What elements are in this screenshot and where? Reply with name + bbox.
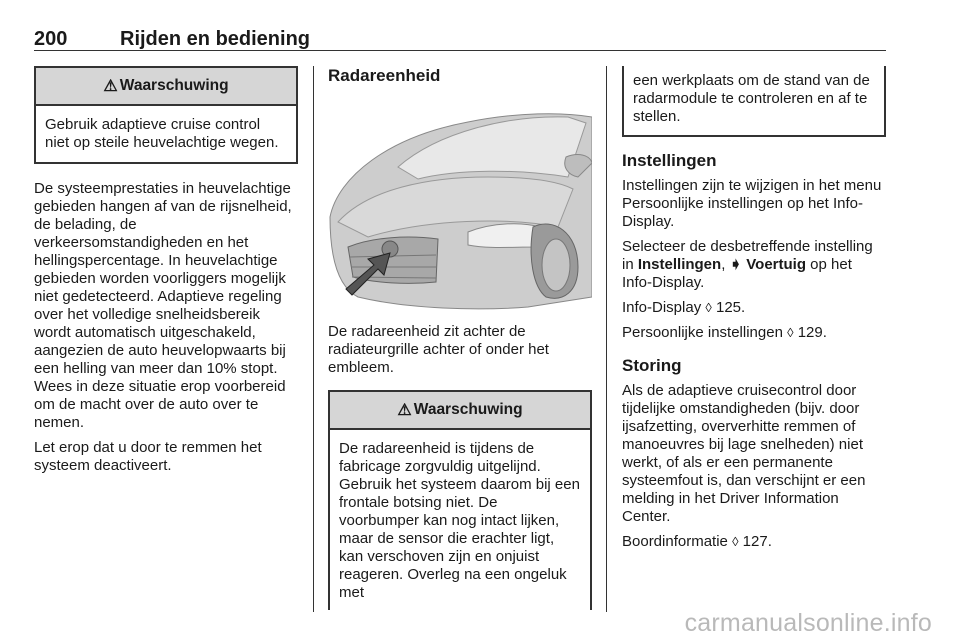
column-2 [328, 66, 592, 610]
page-ref-icon: ◊ [732, 534, 739, 549]
body-paragraph: De radareenheid zit achter de radiateurgrille achter of onder het embleem. [328, 323, 549, 376]
warning-box-continued [622, 66, 886, 137]
ref-page: 127. [742, 533, 772, 550]
section-title: Rijden en bediening [120, 28, 311, 50]
menu-label: Instellingen [637, 256, 722, 273]
body-paragraph: Instellingen zijn te wijzigen in het menu Persoonlijke instellingen op het Info-Display. [622, 177, 882, 230]
menu-arrow-icon: ➧ [729, 256, 743, 273]
warning-text: Gebruik adaptieve cruise control niet op steile heuvelachtige wegen. [45, 116, 279, 151]
warning-box [34, 66, 298, 164]
section-heading: Storing [622, 356, 682, 375]
column-1 [34, 66, 298, 475]
body-paragraph: Let erop dat u door te remmen het systeem deactiveert. [34, 439, 262, 474]
car-front-radar-illustration [328, 97, 592, 313]
cross-reference [622, 299, 886, 317]
warning-text: een werkplaats om de stand van de radarmodule te controleren en af te stellen. [633, 72, 870, 125]
ref-label: Info-Display [622, 299, 702, 316]
warning-header [36, 68, 296, 106]
warning-title: Waarschuwing [413, 401, 523, 418]
body-paragraph: Als de adaptieve cruisecontrol door tijdelijke omstandigheden (bijv. door ijsafzetting, oververhitte remmen of manoeuvres bij lage snelheden) niet werkt, of als er een permanente systeemfout is, dan verschijnt er een melding in het Driver Information Center. [622, 382, 866, 525]
warning-title: Waarschuwing [119, 77, 229, 94]
warning-triangle-icon: ⚠ [397, 402, 412, 419]
body-paragraph: De systeemprestaties in heuvelachtige gebieden hangen af van de rijsnelheid, de belading, de verkeersomstandigheden en het hellingspercentage. In heuvelachtige gebieden worden voorliggers mogelijk niet gedetecteerd. Adaptieve regeling over het volledige snelheidsbereik wordt automatisch uitgeschakeld, aangezien de auto heuvelopwaarts bij een helling van meer dan 10% stopt. Wees in deze situatie erop voorbereid om de macht over de auto over te nemen. [34, 180, 292, 431]
page-ref-icon: ◊ [787, 325, 794, 340]
page-number: 200 [34, 28, 68, 50]
warning-triangle-icon: ⚠ [103, 78, 118, 95]
ref-label: Boordinformatie [622, 533, 728, 550]
page-ref-icon: ◊ [705, 300, 712, 315]
column-divider [313, 66, 314, 612]
ref-label: Persoonlijke instellingen [622, 324, 783, 341]
menu-label: Voertuig [746, 256, 807, 273]
text-span: op het Info-Display. [622, 256, 852, 291]
ref-page: 125. [715, 299, 746, 316]
column-3 [622, 66, 886, 551]
section-heading: Radareenheid [328, 66, 441, 85]
page-header [34, 28, 886, 51]
watermark: carmanualsonline.info [684, 609, 932, 637]
cross-reference [622, 324, 886, 342]
text-span: , [721, 256, 730, 273]
ref-page: 129. [797, 324, 827, 341]
warning-box [328, 390, 592, 610]
warning-text: De radareenheid is tijdens de fabricage zorgvuldig uitgelijnd. Gebruik het systeem daarom bij een frontale botsing niet. De voorbumper kan nog intact lijken, maar de sensor die erachter ligt, kan verschoven zijn en onjuist reageren. Overleg na een ongeluk met [339, 440, 580, 601]
section-heading: Instellingen [622, 151, 717, 170]
warning-header [330, 392, 590, 430]
body-paragraph [622, 238, 886, 292]
text-span: Selecteer de desbetreffende instelling in [622, 238, 873, 273]
column-divider [606, 66, 607, 612]
cross-reference [622, 533, 886, 551]
